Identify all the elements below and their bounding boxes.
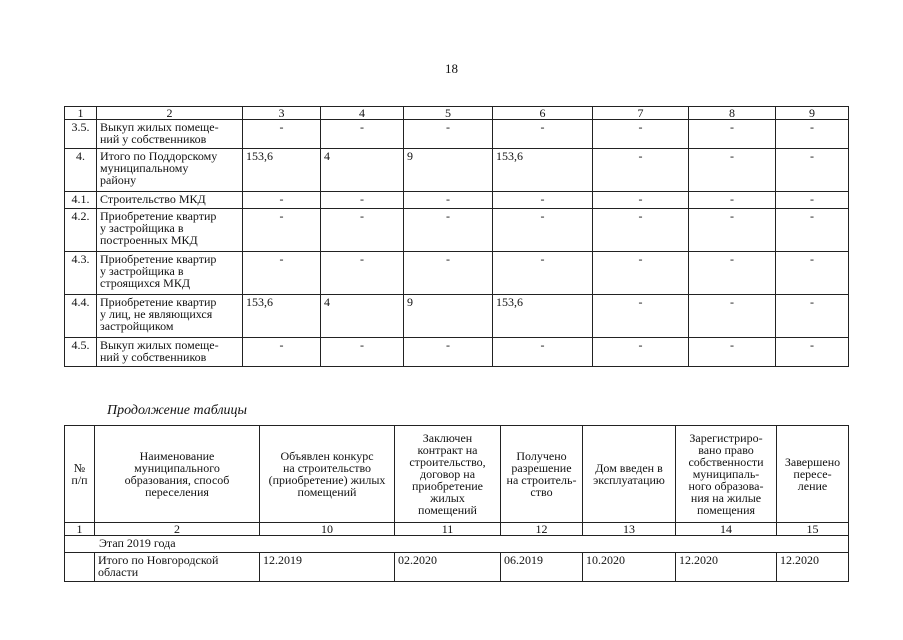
continuation-caption: Продолжение таблицы xyxy=(107,403,248,418)
colnum-cell: 9 xyxy=(776,107,849,120)
table-cell-c5: - xyxy=(404,209,493,252)
table-cell-c9: - xyxy=(776,120,849,149)
colnum-cell: 6 xyxy=(493,107,593,120)
table-cell-name: Итого по Поддорскому муниципальному району xyxy=(97,149,243,192)
table-cell-c9: - xyxy=(776,209,849,252)
colnum-cell: 1 xyxy=(65,107,97,120)
table-cell-c4: - xyxy=(321,120,404,149)
colnum-cell: 13 xyxy=(583,523,676,536)
table-cell-c8: - xyxy=(689,120,776,149)
table-cell-c8: - xyxy=(689,338,776,367)
total-num xyxy=(65,553,95,582)
table-cell-c9: - xyxy=(776,149,849,192)
housing-table-part2 xyxy=(64,425,849,582)
stage-label: Этап 2019 года xyxy=(65,536,849,553)
table-cell-name: Выкуп жилых помеще- ний у собственников xyxy=(97,338,243,367)
total-c15: 12.2020 xyxy=(777,553,849,582)
colnum-cell: 7 xyxy=(593,107,689,120)
colnum-cell: 11 xyxy=(395,523,501,536)
table-cell-name: Приобретение квартир у лиц, не являющихся застройщиком xyxy=(97,295,243,338)
table-cell-c6: - xyxy=(493,338,593,367)
table-cell-c6: 153,6 xyxy=(493,149,593,192)
housing-table-part1 xyxy=(64,106,849,367)
table-cell-c6: - xyxy=(493,209,593,252)
page-number: 18 xyxy=(445,61,458,76)
table-cell-c3: - xyxy=(243,120,321,149)
table-cell-c5: 9 xyxy=(404,295,493,338)
table-row xyxy=(65,338,849,367)
header-12: Получено разрешение на строитель- ство xyxy=(501,426,583,523)
table-cell-c6: - xyxy=(493,252,593,295)
table-cell-c6: - xyxy=(493,192,593,209)
colnum-cell: 14 xyxy=(676,523,777,536)
table-cell-c7: - xyxy=(593,295,689,338)
header-num: № п/п xyxy=(65,426,95,523)
table-cell-c4: 4 xyxy=(321,295,404,338)
table-cell-c8: - xyxy=(689,252,776,295)
table-cell-num: 4.1. xyxy=(65,192,97,209)
table-cell-c6: 153,6 xyxy=(493,295,593,338)
header-name: Наименование муниципального образования, способ переселения xyxy=(95,426,260,523)
table-cell-num: 4.3. xyxy=(65,252,97,295)
table-cell-c3: - xyxy=(243,252,321,295)
colnum-cell: 10 xyxy=(260,523,395,536)
header-11: Заключен контракт на строительство, договор на приобретение жилых помещений xyxy=(395,426,501,523)
colnum-cell: 5 xyxy=(404,107,493,120)
table-cell-c9: - xyxy=(776,192,849,209)
header-14: Зарегистриро- вано право собственности муниципаль- ного образова- ния на жилые помещения xyxy=(676,426,777,523)
table-cell-c4: - xyxy=(321,192,404,209)
table-cell-num: 4. xyxy=(65,149,97,192)
table1-body xyxy=(65,107,849,367)
table-cell-c5: - xyxy=(404,120,493,149)
table-cell-c4: - xyxy=(321,338,404,367)
table2-header-row xyxy=(65,426,849,523)
header-10: Объявлен конкурс на строительство (приобретение) жилых помещений xyxy=(260,426,395,523)
header-13: Дом введен в эксплуатацию xyxy=(583,426,676,523)
table-cell-c3: 153,6 xyxy=(243,149,321,192)
total-row xyxy=(65,553,849,582)
table-cell-c8: - xyxy=(689,149,776,192)
total-name: Итого по Новгородской области xyxy=(95,553,260,582)
table-cell-c7: - xyxy=(593,252,689,295)
table-cell-c5: - xyxy=(404,192,493,209)
table-cell-num: 3.5. xyxy=(65,120,97,149)
table-row xyxy=(65,120,849,149)
table-cell-c7: - xyxy=(593,192,689,209)
colnum-cell: 8 xyxy=(689,107,776,120)
table-cell-c3: 153,6 xyxy=(243,295,321,338)
stage-row xyxy=(65,536,849,553)
total-c10: 12.2019 xyxy=(260,553,395,582)
colnum-cell: 2 xyxy=(97,107,243,120)
table-cell-c3: - xyxy=(243,192,321,209)
table-cell-c3: - xyxy=(243,209,321,252)
table1-colnum-row xyxy=(65,107,849,120)
table-cell-name: Приобретение квартир у застройщика в строящихся МКД xyxy=(97,252,243,295)
table2-colnum-row xyxy=(65,523,849,536)
table-row xyxy=(65,295,849,338)
table-cell-c3: - xyxy=(243,338,321,367)
table-cell-c4: - xyxy=(321,209,404,252)
total-c11: 02.2020 xyxy=(395,553,501,582)
colnum-cell: 15 xyxy=(777,523,849,536)
table-row xyxy=(65,149,849,192)
colnum-cell: 4 xyxy=(321,107,404,120)
table-row xyxy=(65,192,849,209)
table-cell-c4: - xyxy=(321,252,404,295)
colnum-cell: 3 xyxy=(243,107,321,120)
table-cell-c7: - xyxy=(593,149,689,192)
colnum-cell: 2 xyxy=(95,523,260,536)
total-c14: 12.2020 xyxy=(676,553,777,582)
table-cell-c4: 4 xyxy=(321,149,404,192)
table-cell-name: Строительство МКД xyxy=(97,192,243,209)
table-cell-c7: - xyxy=(593,209,689,252)
table-cell-c5: - xyxy=(404,338,493,367)
table-row xyxy=(65,209,849,252)
table-cell-num: 4.2. xyxy=(65,209,97,252)
table-cell-c7: - xyxy=(593,338,689,367)
table-cell-c5: - xyxy=(404,252,493,295)
table-cell-c9: - xyxy=(776,295,849,338)
colnum-cell: 12 xyxy=(501,523,583,536)
total-c12: 06.2019 xyxy=(501,553,583,582)
table-cell-c6: - xyxy=(493,120,593,149)
total-c13: 10.2020 xyxy=(583,553,676,582)
header-15: Завершено пересе- ление xyxy=(777,426,849,523)
table-cell-num: 4.4. xyxy=(65,295,97,338)
table-cell-c8: - xyxy=(689,192,776,209)
table-cell-c9: - xyxy=(776,252,849,295)
table-cell-c9: - xyxy=(776,338,849,367)
table-row xyxy=(65,252,849,295)
table-cell-c8: - xyxy=(689,295,776,338)
table-cell-c8: - xyxy=(689,209,776,252)
table-cell-name: Выкуп жилых помеще- ний у собственников xyxy=(97,120,243,149)
table-cell-num: 4.5. xyxy=(65,338,97,367)
table-cell-name: Приобретение квартир у застройщика в построенных МКД xyxy=(97,209,243,252)
table-cell-c7: - xyxy=(593,120,689,149)
colnum-cell: 1 xyxy=(65,523,95,536)
table-cell-c5: 9 xyxy=(404,149,493,192)
